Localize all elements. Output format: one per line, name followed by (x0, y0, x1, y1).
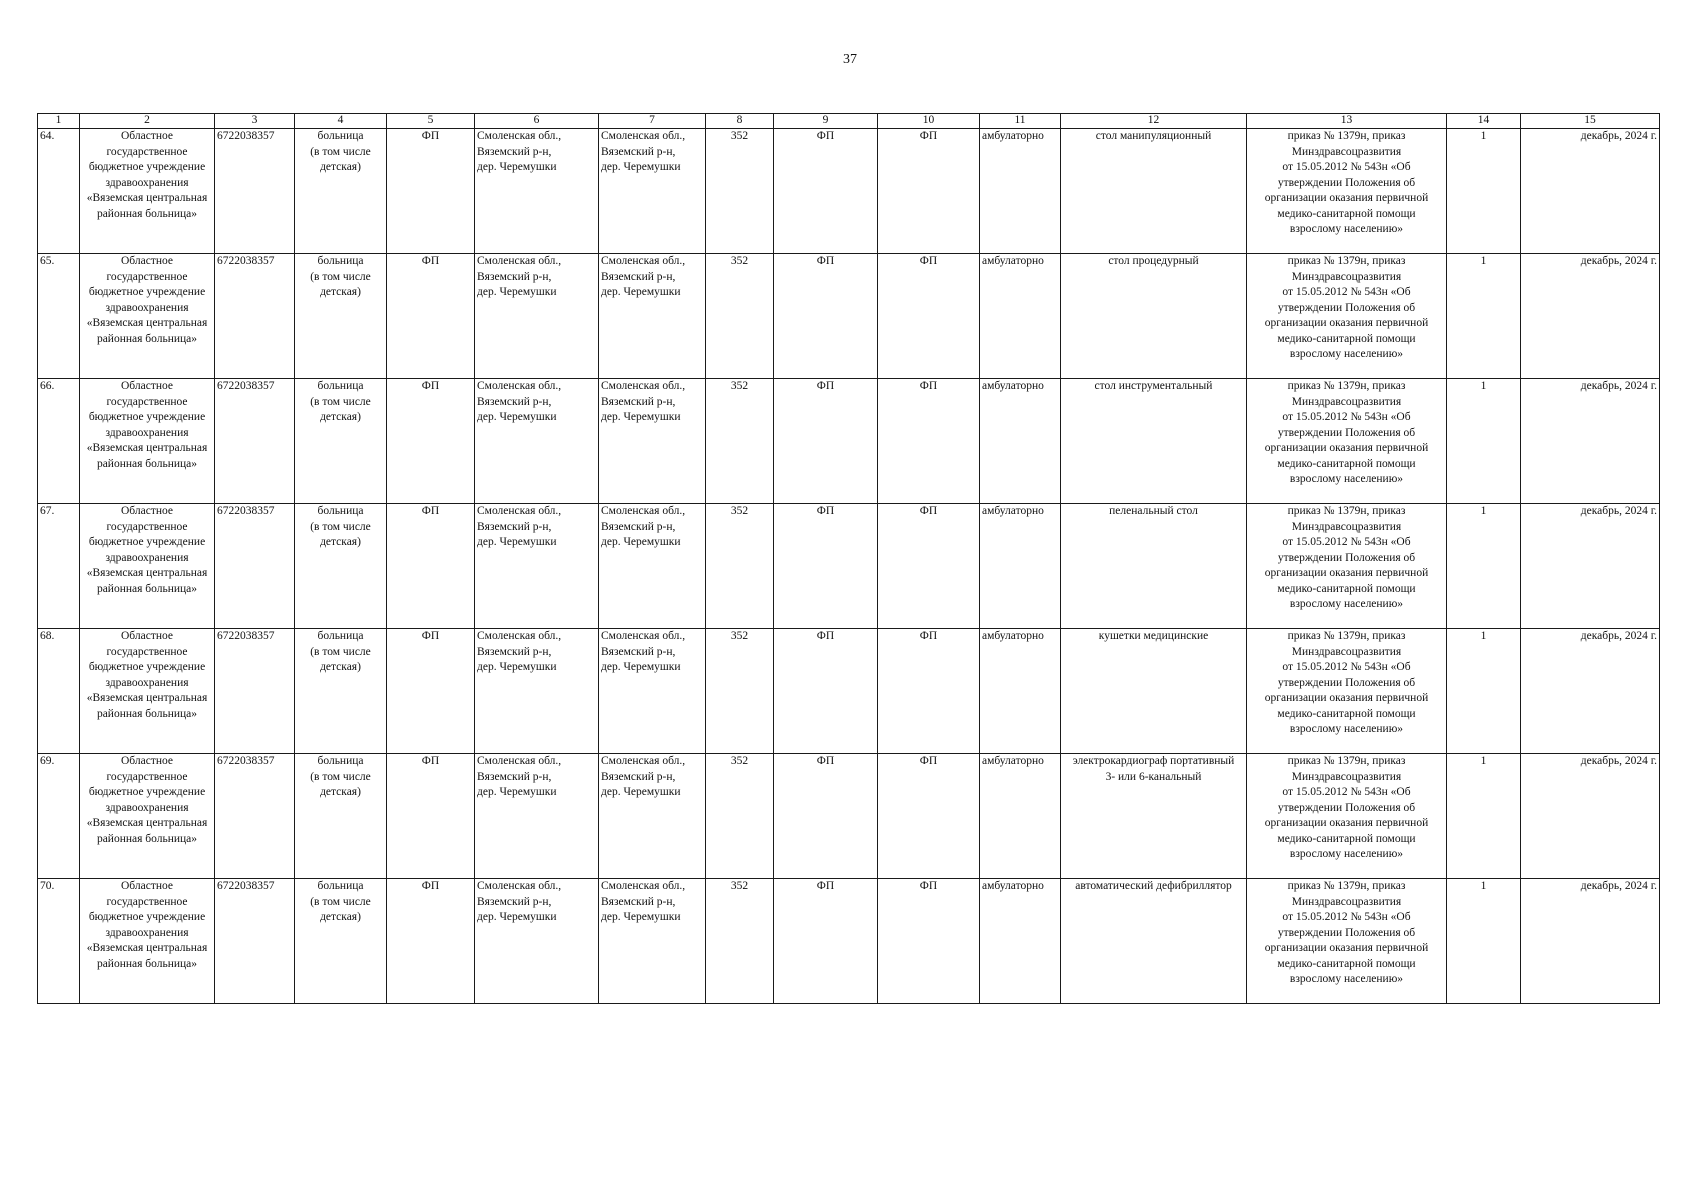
column-header-15: 15 (1521, 114, 1660, 129)
legal-basis-cell: приказ № 1379н, приказ Минздравсоцразвития от 15.05.2012 № 543н «Об утверждении Положения об организации оказания первичной медико-санитарной помощи взрослому населению» (1247, 379, 1447, 504)
location-cell: Смоленская обл., Вяземский р-н, дер. Черемушки (599, 754, 706, 879)
inn-cell: 6722038357 (215, 879, 295, 1004)
column-header-14: 14 (1447, 114, 1521, 129)
code-cell: 352 (706, 504, 774, 629)
table-row (38, 379, 1660, 504)
address-cell: Смоленская обл., Вяземский р-н, дер. Черемушки (475, 379, 599, 504)
organization-cell: Областное государственное бюджетное учреждение здравоохранения «Вяземская центральная районная больница» (80, 629, 215, 754)
unit-cell-9: ФП (774, 129, 878, 254)
unit-type-cell: ФП (387, 629, 475, 754)
quantity-cell: 1 (1447, 754, 1521, 879)
code-cell: 352 (706, 254, 774, 379)
unit-cell-9: ФП (774, 379, 878, 504)
facility-type-cell: больница (в том числе детская) (295, 504, 387, 629)
quantity-cell: 1 (1447, 504, 1521, 629)
legal-basis-cell: приказ № 1379н, приказ Минздравсоцразвития от 15.05.2012 № 543н «Об утверждении Положения об организации оказания первичной медико-санитарной помощи взрослому населению» (1247, 879, 1447, 1004)
column-header-13: 13 (1247, 114, 1447, 129)
quantity-cell: 1 (1447, 254, 1521, 379)
column-header-6: 6 (475, 114, 599, 129)
code-cell: 352 (706, 879, 774, 1004)
quantity-cell: 1 (1447, 379, 1521, 504)
equipment-cell: кушетки медицинские (1061, 629, 1247, 754)
inn-cell: 6722038357 (215, 504, 295, 629)
quantity-cell: 1 (1447, 879, 1521, 1004)
legal-basis-cell: приказ № 1379н, приказ Минздравсоцразвития от 15.05.2012 № 543н «Об утверждении Положения об организации оказания первичной медико-санитарной помощи взрослому населению» (1247, 254, 1447, 379)
inn-cell: 6722038357 (215, 379, 295, 504)
care-mode-cell: амбулаторно (980, 504, 1061, 629)
unit-cell-9: ФП (774, 879, 878, 1004)
quantity-cell: 1 (1447, 629, 1521, 754)
legal-basis-cell: приказ № 1379н, приказ Минздравсоцразвития от 15.05.2012 № 543н «Об утверждении Положения об организации оказания первичной медико-санитарной помощи взрослому населению» (1247, 504, 1447, 629)
unit-type-cell: ФП (387, 129, 475, 254)
organization-cell: Областное государственное бюджетное учреждение здравоохранения «Вяземская центральная районная больница» (80, 879, 215, 1004)
organization-cell: Областное государственное бюджетное учреждение здравоохранения «Вяземская центральная районная больница» (80, 504, 215, 629)
location-cell: Смоленская обл., Вяземский р-н, дер. Черемушки (599, 379, 706, 504)
column-header-10: 10 (878, 114, 980, 129)
page-number: 37 (843, 52, 857, 67)
inn-cell: 6722038357 (215, 129, 295, 254)
unit-cell-10: ФП (878, 879, 980, 1004)
column-header-5: 5 (387, 114, 475, 129)
unit-cell-9: ФП (774, 754, 878, 879)
header-row (38, 114, 1660, 129)
column-header-11: 11 (980, 114, 1061, 129)
unit-cell-9: ФП (774, 254, 878, 379)
address-cell: Смоленская обл., Вяземский р-н, дер. Черемушки (475, 879, 599, 1004)
facility-type-cell: больница (в том числе детская) (295, 629, 387, 754)
deadline-cell: декабрь, 2024 г. (1521, 629, 1660, 754)
equipment-cell: электрокардиограф портативный 3- или 6-канальный (1061, 754, 1247, 879)
row-number-cell: 69. (38, 754, 80, 879)
equipment-cell: стол процедурный (1061, 254, 1247, 379)
column-header-8: 8 (706, 114, 774, 129)
legal-basis-cell: приказ № 1379н, приказ Минздравсоцразвития от 15.05.2012 № 543н «Об утверждении Положения об организации оказания первичной медико-санитарной помощи взрослому населению» (1247, 754, 1447, 879)
table-row (38, 879, 1660, 1004)
location-cell: Смоленская обл., Вяземский р-н, дер. Черемушки (599, 629, 706, 754)
address-cell: Смоленская обл., Вяземский р-н, дер. Черемушки (475, 129, 599, 254)
facility-type-cell: больница (в том числе детская) (295, 129, 387, 254)
column-header-12: 12 (1061, 114, 1247, 129)
equipment-table (37, 113, 1660, 1004)
table-row (38, 129, 1660, 254)
column-header-7: 7 (599, 114, 706, 129)
address-cell: Смоленская обл., Вяземский р-н, дер. Черемушки (475, 254, 599, 379)
location-cell: Смоленская обл., Вяземский р-н, дер. Черемушки (599, 504, 706, 629)
facility-type-cell: больница (в том числе детская) (295, 254, 387, 379)
column-header-4: 4 (295, 114, 387, 129)
facility-type-cell: больница (в том числе детская) (295, 379, 387, 504)
address-cell: Смоленская обл., Вяземский р-н, дер. Черемушки (475, 504, 599, 629)
unit-cell-9: ФП (774, 504, 878, 629)
location-cell: Смоленская обл., Вяземский р-н, дер. Черемушки (599, 879, 706, 1004)
row-number-cell: 70. (38, 879, 80, 1004)
location-cell: Смоленская обл., Вяземский р-н, дер. Черемушки (599, 254, 706, 379)
deadline-cell: декабрь, 2024 г. (1521, 254, 1660, 379)
unit-cell-10: ФП (878, 754, 980, 879)
deadline-cell: декабрь, 2024 г. (1521, 379, 1660, 504)
table-row (38, 629, 1660, 754)
legal-basis-cell: приказ № 1379н, приказ Минздравсоцразвития от 15.05.2012 № 543н «Об утверждении Положения об организации оказания первичной медико-санитарной помощи взрослому населению» (1247, 129, 1447, 254)
unit-type-cell: ФП (387, 379, 475, 504)
organization-cell: Областное государственное бюджетное учреждение здравоохранения «Вяземская центральная районная больница» (80, 754, 215, 879)
equipment-cell: стол манипуляционный (1061, 129, 1247, 254)
row-number-cell: 68. (38, 629, 80, 754)
unit-cell-10: ФП (878, 504, 980, 629)
address-cell: Смоленская обл., Вяземский р-н, дер. Черемушки (475, 754, 599, 879)
care-mode-cell: амбулаторно (980, 629, 1061, 754)
unit-cell-10: ФП (878, 379, 980, 504)
table-row (38, 754, 1660, 879)
address-cell: Смоленская обл., Вяземский р-н, дер. Черемушки (475, 629, 599, 754)
unit-type-cell: ФП (387, 254, 475, 379)
inn-cell: 6722038357 (215, 254, 295, 379)
deadline-cell: декабрь, 2024 г. (1521, 754, 1660, 879)
organization-cell: Областное государственное бюджетное учреждение здравоохранения «Вяземская центральная районная больница» (80, 254, 215, 379)
row-number-cell: 67. (38, 504, 80, 629)
row-number-cell: 66. (38, 379, 80, 504)
column-header-9: 9 (774, 114, 878, 129)
unit-type-cell: ФП (387, 754, 475, 879)
row-number-cell: 64. (38, 129, 80, 254)
code-cell: 352 (706, 754, 774, 879)
row-number-cell: 65. (38, 254, 80, 379)
inn-cell: 6722038357 (215, 754, 295, 879)
location-cell: Смоленская обл., Вяземский р-н, дер. Черемушки (599, 129, 706, 254)
code-cell: 352 (706, 379, 774, 504)
care-mode-cell: амбулаторно (980, 129, 1061, 254)
deadline-cell: декабрь, 2024 г. (1521, 129, 1660, 254)
inn-cell: 6722038357 (215, 629, 295, 754)
quantity-cell: 1 (1447, 129, 1521, 254)
equipment-cell: пеленальный стол (1061, 504, 1247, 629)
deadline-cell: декабрь, 2024 г. (1521, 504, 1660, 629)
organization-cell: Областное государственное бюджетное учреждение здравоохранения «Вяземская центральная районная больница» (80, 129, 215, 254)
unit-cell-10: ФП (878, 629, 980, 754)
care-mode-cell: амбулаторно (980, 379, 1061, 504)
facility-type-cell: больница (в том числе детская) (295, 754, 387, 879)
facility-type-cell: больница (в том числе детская) (295, 879, 387, 1004)
care-mode-cell: амбулаторно (980, 879, 1061, 1004)
column-header-3: 3 (215, 114, 295, 129)
deadline-cell: декабрь, 2024 г. (1521, 879, 1660, 1004)
column-header-2: 2 (80, 114, 215, 129)
legal-basis-cell: приказ № 1379н, приказ Минздравсоцразвития от 15.05.2012 № 543н «Об утверждении Положения об организации оказания первичной медико-санитарной помощи взрослому населению» (1247, 629, 1447, 754)
table-row (38, 254, 1660, 379)
care-mode-cell: амбулаторно (980, 254, 1061, 379)
column-header-1: 1 (38, 114, 80, 129)
unit-type-cell: ФП (387, 504, 475, 629)
unit-cell-10: ФП (878, 129, 980, 254)
table-body (38, 129, 1660, 1004)
code-cell: 352 (706, 629, 774, 754)
equipment-cell: стол инструментальный (1061, 379, 1247, 504)
equipment-cell: автоматический дефибриллятор (1061, 879, 1247, 1004)
table-row (38, 504, 1660, 629)
organization-cell: Областное государственное бюджетное учреждение здравоохранения «Вяземская центральная районная больница» (80, 379, 215, 504)
code-cell: 352 (706, 129, 774, 254)
care-mode-cell: амбулаторно (980, 754, 1061, 879)
unit-cell-9: ФП (774, 629, 878, 754)
unit-cell-10: ФП (878, 254, 980, 379)
unit-type-cell: ФП (387, 879, 475, 1004)
